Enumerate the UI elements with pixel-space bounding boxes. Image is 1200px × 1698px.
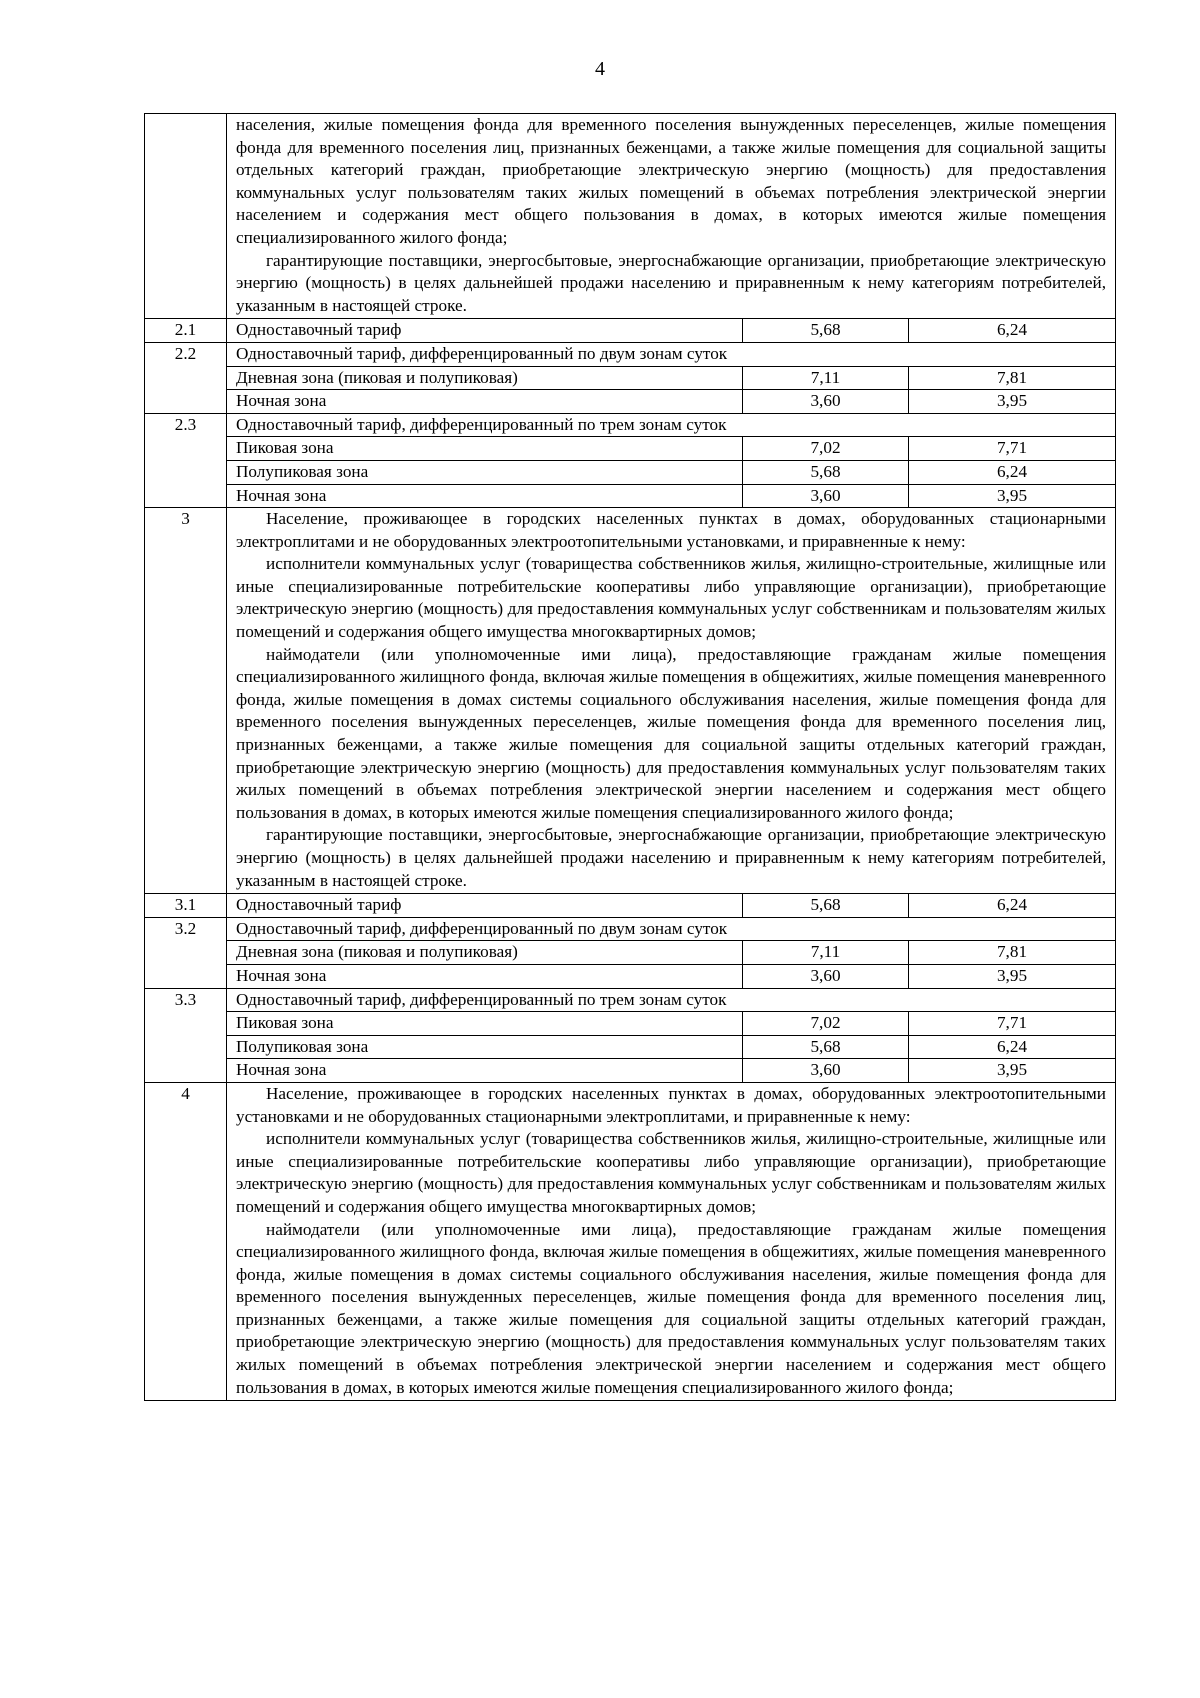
description-row: [145, 114, 1116, 319]
tariff-zone-row: [145, 460, 1116, 484]
description-cell: [227, 114, 1116, 319]
tariff-zone-row: [145, 366, 1116, 390]
description-paragraph: исполнители коммунальных услуг (товарищества собственников жилья, жилищно-строительные, жилищные или иные специализированные потребительские кооперативы либо управляющие организации), приобретающие электрическую энергию (мощность) для предоставления коммунальных услуг собственникам и пользователям жилых помещений и содержания общего имущества многоквартирных домов;: [236, 1129, 1106, 1216]
zone-label: Ночная зона: [227, 390, 743, 414]
row-number: 2.2: [145, 342, 227, 413]
tariff-value-2: 3,95: [909, 484, 1116, 508]
description-row: [145, 1082, 1116, 1400]
tariff-value-1: 5,68: [743, 460, 909, 484]
tariff-value-1: 7,02: [743, 437, 909, 461]
row-number: 2.3: [145, 413, 227, 507]
tariff-group-header: [145, 917, 1116, 941]
row-number: 3: [145, 508, 227, 894]
row-number: [145, 114, 227, 319]
tariff-zone-row: [145, 964, 1116, 988]
row-number: 3.3: [145, 988, 227, 1082]
tariff-value-1: 5,68: [743, 319, 909, 343]
description-paragraph: наймодатели (или уполномоченные ими лица), предоставляющие гражданам жилые помещения специализированного жилищного фонда, включая жилые помещения в общежитиях, жилые помещения маневренного фонда, жилые помещения в домах системы социального обслуживания населения, жилые помещения фонда для временного поселения вынужденных переселенцев, жилые помещения фонда для временного поселения лиц, признанных беженцами, а также жилые помещения для социальной защиты отдельных категорий граждан, приобретающие электрическую энергию (мощность) для предоставления коммунальных услуг пользователям таких жилых помещений в объемах потребления электрической энергии населением и содержания мест общего пользования в домах, в которых имеются жилые помещения специализированного жилого фонда;: [236, 1219, 1106, 1397]
zone-label: Дневная зона (пиковая и полупиковая): [227, 941, 743, 965]
tariff-group-header: [145, 413, 1116, 437]
tariff-value-1: 7,02: [743, 1012, 909, 1036]
tariff-zone-row: [145, 484, 1116, 508]
tariff-value-2: 7,71: [909, 1012, 1116, 1036]
tariff-zone-row: [145, 1012, 1116, 1036]
tariff-value-2: 6,24: [909, 319, 1116, 343]
tariff-value-2: 7,71: [909, 437, 1116, 461]
row-number: 4: [145, 1082, 227, 1400]
zone-label: Полупиковая зона: [227, 1035, 743, 1059]
description-paragraph: населения, жилые помещения фонда для временного поселения вынужденных переселенцев, жилые помещения фонда для временного поселения лиц, признанных беженцами, а также жилые помещения для социальной защиты отдельных категорий граждан, приобретающие электрическую энергию (мощность) для предоставления коммунальных услуг пользователям таких жилых помещений в объемах потребления электрической энергии населением и содержания мест общего пользования в домах, в которых имеются жилые помещения специализированного жилого фонда;: [236, 115, 1106, 247]
zone-label: Ночная зона: [227, 484, 743, 508]
tariff-zone-row: [145, 1035, 1116, 1059]
tariff-value-1: 5,68: [743, 1035, 909, 1059]
tariff-value-1: 5,68: [743, 894, 909, 918]
tariff-group-label: Одноставочный тариф, дифференцированный по трем зонам суток: [227, 988, 1116, 1012]
tariff-zone-row: [145, 390, 1116, 414]
tariff-value-2: 6,24: [909, 894, 1116, 918]
tariff-label: Одноставочный тариф: [227, 894, 743, 918]
description-paragraph: Население, проживающее в городских населенных пунктах в домах, оборудованных электроотопительными установками и не оборудованных стационарными электроплитами, и приравненные к нему:: [236, 1083, 1106, 1126]
description-cell: [227, 508, 1116, 894]
tariff-value-1: 3,60: [743, 964, 909, 988]
tariff-row: [145, 319, 1116, 343]
tariff-group-header: [145, 988, 1116, 1012]
row-number: 3.2: [145, 917, 227, 988]
tariff-value-2: 6,24: [909, 1035, 1116, 1059]
tariff-table-body: [145, 114, 1116, 1401]
tariff-row: [145, 894, 1116, 918]
tariff-group-label: Одноставочный тариф, дифференцированный по двум зонам суток: [227, 342, 1116, 366]
tariff-value-2: 3,95: [909, 1059, 1116, 1083]
row-number: 3.1: [145, 894, 227, 918]
description-cell: [227, 1082, 1116, 1400]
description-paragraph: исполнители коммунальных услуг (товарищества собственников жилья, жилищно-строительные, жилищные или иные специализированные потребительские кооперативы либо управляющие организации), приобретающие электрическую энергию (мощность) для предоставления коммунальных услуг собственникам и пользователям жилых помещений и содержания общего имущества многоквартирных домов;: [236, 554, 1106, 642]
row-number: 2.1: [145, 319, 227, 343]
description-paragraph: наймодатели (или уполномоченные ими лица), предоставляющие гражданам жилые помещения специализированного жилищного фонда, включая жилые помещения в общежитиях, жилые помещения маневренного фонда, жилые помещения в домах системы социального обслуживания населения, жилые помещения фонда для временного поселения вынужденных переселенцев, жилые помещения фонда для временного поселения лиц, признанных беженцами, а также жилые помещения для социальной защиты отдельных категорий граждан, приобретающие электрическую энергию (мощность) для предоставления коммунальных услуг пользователям таких жилых помещений в объемах потребления электрической энергии населением и содержания мест общего пользования в домах, в которых имеются жилые помещения специализированного жилого фонда;: [236, 644, 1106, 822]
tariff-group-header: [145, 342, 1116, 366]
tariff-label: Одноставочный тариф: [227, 319, 743, 343]
tariff-table: [144, 113, 1116, 1401]
description-paragraph: гарантирующие поставщики, энергосбытовые, энергоснабжающие организации, приобретающие электрическую энергию (мощность) в целях дальнейшей продажи населению и приравненным к нему категориям потребителей, указанным в настоящей строке.: [236, 250, 1106, 315]
tariff-value-2: 7,81: [909, 366, 1116, 390]
tariff-zone-row: [145, 1059, 1116, 1083]
tariff-value-1: 7,11: [743, 366, 909, 390]
tariff-value-2: 3,95: [909, 390, 1116, 414]
tariff-value-1: 7,11: [743, 941, 909, 965]
tariff-value-1: 3,60: [743, 390, 909, 414]
zone-label: Пиковая зона: [227, 437, 743, 461]
tariff-value-2: 3,95: [909, 964, 1116, 988]
tariff-group-label: Одноставочный тариф, дифференцированный по двум зонам суток: [227, 917, 1116, 941]
tariff-zone-row: [145, 437, 1116, 461]
tariff-value-2: 6,24: [909, 460, 1116, 484]
zone-label: Пиковая зона: [227, 1012, 743, 1036]
tariff-group-label: Одноставочный тариф, дифференцированный по трем зонам суток: [227, 413, 1116, 437]
description-paragraph: Население, проживающее в городских населенных пунктах в домах, оборудованных стационарными электроплитами и не оборудованных электроотопительными установками, и приравненные к нему:: [236, 509, 1106, 551]
tariff-value-2: 7,81: [909, 941, 1116, 965]
page-number: 4: [595, 58, 605, 80]
tariff-value-1: 3,60: [743, 484, 909, 508]
tariff-value-1: 3,60: [743, 1059, 909, 1083]
zone-label: Дневная зона (пиковая и полупиковая): [227, 366, 743, 390]
tariff-zone-row: [145, 941, 1116, 965]
zone-label: Ночная зона: [227, 964, 743, 988]
description-paragraph: гарантирующие поставщики, энергосбытовые, энергоснабжающие организации, приобретающие электрическую энергию (мощность) в целях дальнейшей продажи населению и приравненным к нему категориям потребителей, указанным в настоящей строке.: [236, 825, 1106, 890]
zone-label: Ночная зона: [227, 1059, 743, 1083]
zone-label: Полупиковая зона: [227, 460, 743, 484]
description-row: [145, 508, 1116, 894]
